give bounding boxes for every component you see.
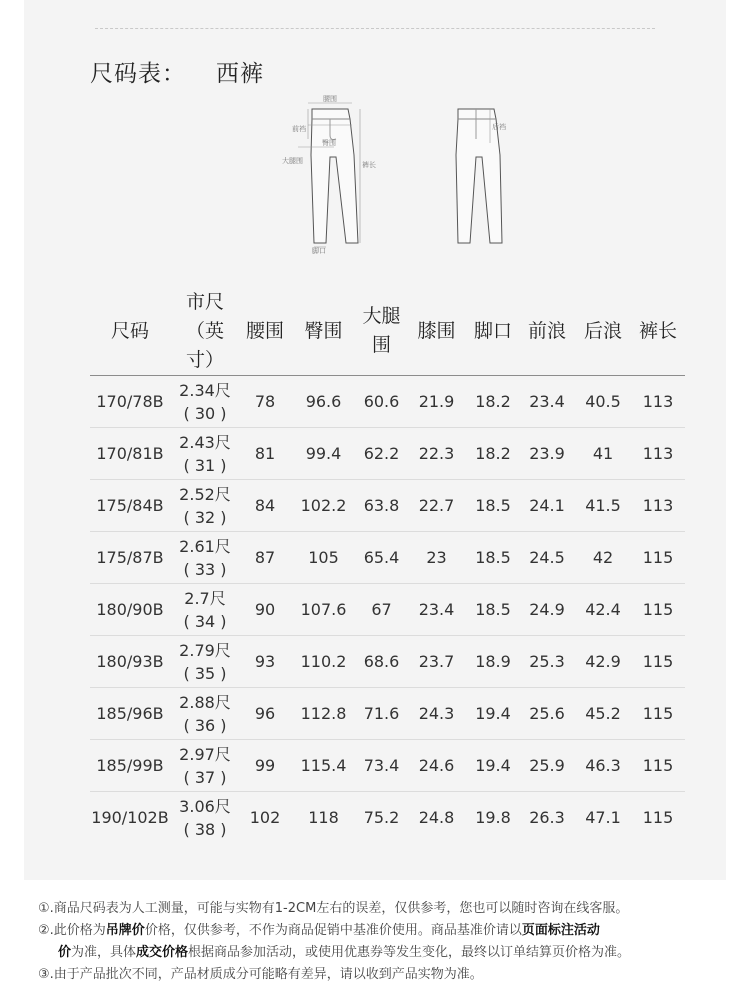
label-length: 裤长: [362, 161, 376, 169]
label-hem: 脚口: [312, 247, 326, 255]
table-row: [90, 428, 685, 480]
cell-inch: ( 38 ): [183, 819, 227, 839]
cell-hem: 18.9: [467, 636, 519, 688]
note-2: [38, 920, 728, 942]
cell-size: 170/78B: [90, 376, 170, 428]
column-header-length: [631, 287, 685, 376]
column-header-line: 脚口: [473, 319, 512, 342]
cell-hem: 18.2: [467, 428, 519, 480]
cell-front-rise: 24.5: [519, 532, 575, 584]
table-row: [90, 584, 685, 636]
cell-chi: 2.79尺: [179, 640, 231, 660]
cell-hip: 102.2: [290, 480, 357, 532]
cell-back-rise: 45.2: [575, 688, 631, 740]
cell-knee: 22.7: [406, 480, 467, 532]
cell-knee: 24.3: [406, 688, 467, 740]
cell-inch: [170, 740, 240, 792]
cell-chi: 2.34尺: [179, 380, 231, 400]
cell-hip: 118: [308, 808, 339, 827]
column-header-line: 裤长: [638, 319, 677, 342]
table-row: [90, 688, 685, 740]
column-header-inch: [170, 287, 240, 376]
note-2-part: 价格，仅供参考，不作为商品促销中基准价使用。商品基准价请以: [144, 923, 522, 938]
title-label: 尺码表：: [90, 61, 186, 87]
column-header-thigh: [357, 287, 406, 376]
column-header-line: 臀围: [304, 319, 343, 342]
note-2-part: ②.此价格为: [38, 923, 106, 938]
cell-chi: 2.88尺: [179, 692, 231, 712]
cell-thigh: 73.4: [357, 740, 406, 792]
cell-knee: 23.7: [406, 636, 467, 688]
cell-inch: [170, 792, 240, 844]
cell-thigh: 62.2: [357, 428, 406, 480]
cell-hip: 112.8: [290, 688, 357, 740]
cell-hem: 19.8: [475, 808, 511, 827]
cell-length: 113: [631, 480, 685, 532]
cell-hip: 99.4: [290, 428, 357, 480]
trousers-back-illustration: [440, 95, 560, 255]
cell-hem: 18.5: [467, 584, 519, 636]
cell-chi: 2.43尺: [179, 432, 231, 452]
cell-hem: 19.4: [467, 740, 519, 792]
label-back-rise: 后裆: [492, 123, 506, 131]
page-activity-highlight: 页面标注活动: [521, 923, 600, 938]
cell-inch: [170, 688, 240, 740]
column-header-front_rise: [519, 287, 575, 376]
cell-inch: [170, 636, 240, 688]
cell-hem: 18.5: [467, 532, 519, 584]
divider: [95, 28, 655, 29]
table-row: [90, 480, 685, 532]
cell-inch: ( 33 ): [183, 559, 227, 579]
cell-waist: 102: [249, 808, 281, 827]
cell-waist: 78: [240, 376, 290, 428]
cell-length: 115: [642, 808, 674, 827]
cell-chi: 2.52尺: [179, 484, 231, 504]
cell-knee: 23: [406, 532, 467, 584]
cell-size: 175/87B: [90, 532, 170, 584]
column-header-line: （英: [185, 319, 224, 342]
page-title: [90, 55, 264, 88]
cell-back-rise: 42.4: [575, 584, 631, 636]
table-row: [90, 376, 685, 428]
cell-chi: 3.06尺: [179, 796, 231, 816]
table-row: [90, 740, 685, 792]
cell-inch: ( 36 ): [183, 715, 227, 735]
cell-hem: 18.2: [467, 376, 519, 428]
column-header-line: 腰围: [245, 319, 284, 342]
column-header-line: 前浪: [527, 319, 566, 342]
cell-inch: ( 35 ): [183, 663, 227, 683]
column-header-line: 市尺: [185, 290, 224, 313]
cell-size: 170/81B: [90, 428, 170, 480]
cell-back-rise: 41.5: [575, 480, 631, 532]
cell-size: 180/93B: [90, 636, 170, 688]
cell-waist: 87: [240, 532, 290, 584]
cell-waist: 96: [240, 688, 290, 740]
notes: [38, 898, 728, 986]
cell-knee: 22.3: [406, 428, 467, 480]
cell-hip: 107.6: [290, 584, 357, 636]
cell-knee: 21.9: [406, 376, 467, 428]
tag-price-highlight: 吊牌价: [105, 923, 145, 938]
label-waist: 腰围: [323, 95, 337, 103]
cell-hip: 110.2: [290, 636, 357, 688]
cell-length: 113: [631, 428, 685, 480]
cell-thigh: 75.2: [363, 808, 400, 827]
table-body: [90, 376, 685, 844]
cell-size: 185/96B: [90, 688, 170, 740]
cell-waist: 99: [240, 740, 290, 792]
cell-back-rise: 42.9: [575, 636, 631, 688]
cell-inch: ( 34 ): [183, 611, 227, 631]
cell-chi: 2.97尺: [179, 744, 231, 764]
cell-size: 185/99B: [90, 740, 170, 792]
cell-front-rise: 24.9: [519, 584, 575, 636]
cell-back-rise: 42: [575, 532, 631, 584]
column-header-back_rise: [575, 287, 631, 376]
column-header-line: 膝围: [417, 319, 456, 342]
label-hip: 臀围: [322, 139, 336, 147]
note-3: ③.由于产品批次不同，产品材质成分可能略有差异，请以收到产品实物为准。: [38, 967, 483, 982]
cell-hem: 19.4: [467, 688, 519, 740]
column-header-knee: [406, 287, 467, 376]
cell-inch: [170, 532, 240, 584]
cell-knee: 24.8: [418, 808, 455, 827]
cell-inch: ( 37 ): [183, 767, 227, 787]
cell-hip: 105: [290, 532, 357, 584]
deal-price-highlight: 成交价格: [136, 945, 189, 960]
cell-front-rise: 25.6: [519, 688, 575, 740]
cell-thigh: 63.8: [357, 480, 406, 532]
cell-chi: 2.61尺: [179, 536, 231, 556]
cell-hem: 18.5: [467, 480, 519, 532]
cell-front-rise: 25.9: [519, 740, 575, 792]
size-table: [90, 287, 685, 843]
cell-inch: ( 31 ): [183, 455, 227, 475]
note-2-cont: [38, 942, 728, 964]
note-2-part: 为准，具体: [71, 945, 137, 960]
table-row: [90, 636, 685, 688]
trousers-front-diagram: [278, 95, 398, 255]
cell-hip: 115.4: [290, 740, 357, 792]
label-thigh: 大腿围: [282, 157, 303, 165]
cell-knee: 23.4: [406, 584, 467, 636]
cell-back-rise: 47.1: [585, 808, 621, 827]
cell-length: 115: [631, 688, 685, 740]
cell-waist: 93: [240, 636, 290, 688]
cell-thigh: 65.4: [357, 532, 406, 584]
cell-waist: 81: [240, 428, 290, 480]
column-header-line: 大腿: [362, 305, 401, 327]
table-header-row: [90, 287, 685, 376]
product-type: 西裤: [216, 61, 264, 87]
cell-size: 180/90B: [90, 584, 170, 636]
note-2-part: 根据商品参加活动，或使用优惠券等发生变化，最终以订单结算页价格为准。: [188, 945, 631, 960]
table-row: [90, 792, 685, 844]
cell-back-rise: 40.5: [575, 376, 631, 428]
column-header-hem: [467, 287, 519, 376]
price-highlight: 价: [58, 945, 72, 960]
table-row: [90, 532, 685, 584]
cell-front-rise: 23.4: [519, 376, 575, 428]
cell-length: 115: [631, 636, 685, 688]
cell-waist: 84: [240, 480, 290, 532]
cell-hip: 96.6: [290, 376, 357, 428]
label-front-rise: 前裆: [292, 125, 306, 133]
column-header-line: 后浪: [583, 319, 622, 342]
cell-back-rise: 46.3: [575, 740, 631, 792]
cell-thigh: 60.6: [357, 376, 406, 428]
cell-knee: 24.6: [406, 740, 467, 792]
cell-front-rise: 24.1: [519, 480, 575, 532]
column-header-size: [90, 287, 170, 376]
cell-front-rise: 23.9: [519, 428, 575, 480]
cell-back-rise: 41: [575, 428, 631, 480]
cell-thigh: 71.6: [357, 688, 406, 740]
cell-inch: ( 32 ): [183, 507, 227, 527]
column-header-line: 尺码: [110, 319, 149, 342]
cell-front-rise: 25.3: [519, 636, 575, 688]
note-1: ①.商品尺码表为人工测量，可能与实物有1-2CM左右的误差，仅供参考，您也可以随时咨询在线客服。: [38, 901, 629, 916]
column-header-line: 寸）: [185, 348, 224, 371]
cell-thigh: 68.6: [357, 636, 406, 688]
column-header-hip: [290, 287, 357, 376]
cell-length: 115: [631, 740, 685, 792]
cell-inch: [170, 480, 240, 532]
cell-front-rise: 26.3: [529, 808, 565, 827]
cell-inch: [170, 428, 240, 480]
cell-inch: [170, 584, 240, 636]
trousers-front-illustration: [278, 95, 398, 255]
cell-size: 190/102B: [91, 808, 169, 827]
cell-length: 115: [631, 584, 685, 636]
cell-thigh: 67: [357, 584, 406, 636]
cell-chi: 2.7尺: [184, 588, 226, 608]
cell-length: 113: [631, 376, 685, 428]
cell-waist: 90: [240, 584, 290, 636]
cell-length: 115: [631, 532, 685, 584]
column-header-line: 围: [371, 334, 391, 356]
cell-inch: [170, 376, 240, 428]
column-header-waist: [240, 287, 290, 376]
trousers-back-diagram: [440, 95, 560, 255]
cell-size: 175/84B: [90, 480, 170, 532]
cell-inch: ( 30 ): [183, 403, 227, 423]
